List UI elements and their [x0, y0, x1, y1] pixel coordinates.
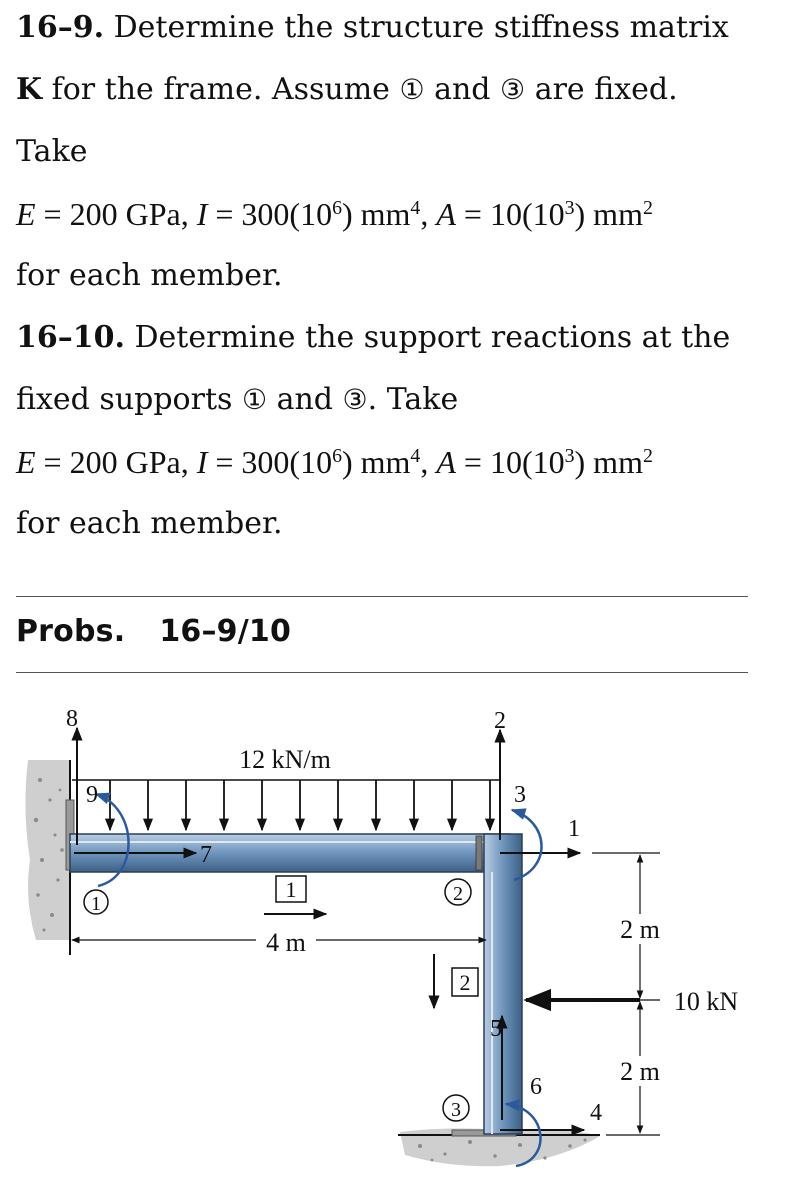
p9-line-5: for each member.	[16, 258, 283, 293]
p9-number: 16–9.	[16, 10, 105, 45]
code-8-label: 8	[66, 706, 78, 732]
member-1-label: 1	[285, 877, 297, 902]
height-upper-label: 2 m	[620, 915, 660, 944]
code-2-label: 2	[494, 708, 506, 734]
p9-line-2: K for the frame. Assume ① and ③ are fixed.	[16, 72, 678, 107]
code-3-label: 3	[514, 782, 526, 808]
height-lower-label: 2 m	[620, 1057, 660, 1086]
node-3-ref: ③	[500, 73, 526, 106]
load-label: 12 kN/m	[239, 745, 331, 774]
p9-formula: E = 200 GPa, $I = 300(10^6)$ $mm^4$, $A = 10(10^3)$ $mm^2$	[16, 196, 653, 232]
code-5-label: 5	[490, 1016, 502, 1042]
node-2-label: 2	[453, 883, 463, 905]
p9-line-1: 16–9. Determine the structure stiffness matrix	[16, 10, 729, 45]
p10-number: 16–10.	[16, 320, 125, 355]
force-label: 10 kN	[673, 987, 739, 1016]
node-1-label: 1	[91, 893, 101, 915]
distributed-load	[72, 745, 500, 830]
node-1-ref: ①	[399, 73, 425, 106]
code-7-label: 7	[200, 842, 212, 868]
code-9-label: 9	[86, 782, 98, 808]
code-6-label: 6	[530, 1074, 542, 1100]
frame-figure	[0, 690, 800, 1200]
p10-line-4: for each member.	[16, 506, 283, 541]
left-wall-support	[25, 760, 74, 955]
p10-line-1: 16–10. Determine the support reactions at the	[16, 320, 731, 355]
span-label: 4 m	[266, 928, 306, 957]
divider-bottom	[16, 672, 748, 673]
node-3-label: 3	[451, 1099, 461, 1121]
p10-formula: E = 200 GPa, $I = 300(10^6)$ $mm^4$, $A = 10(10^3)$ $mm^2$	[16, 444, 653, 480]
p9-line-3: Take	[16, 134, 88, 169]
p10-line-2: fixed supports ① and ③. Take	[16, 382, 459, 417]
code-1-label: 1	[568, 816, 580, 842]
figure-caption: Probs. 16–9/10	[16, 614, 292, 649]
k-symbol: K	[16, 72, 43, 107]
divider-top	[16, 596, 748, 597]
code-4-label: 4	[590, 1100, 602, 1126]
member-2-label: 2	[459, 970, 471, 995]
